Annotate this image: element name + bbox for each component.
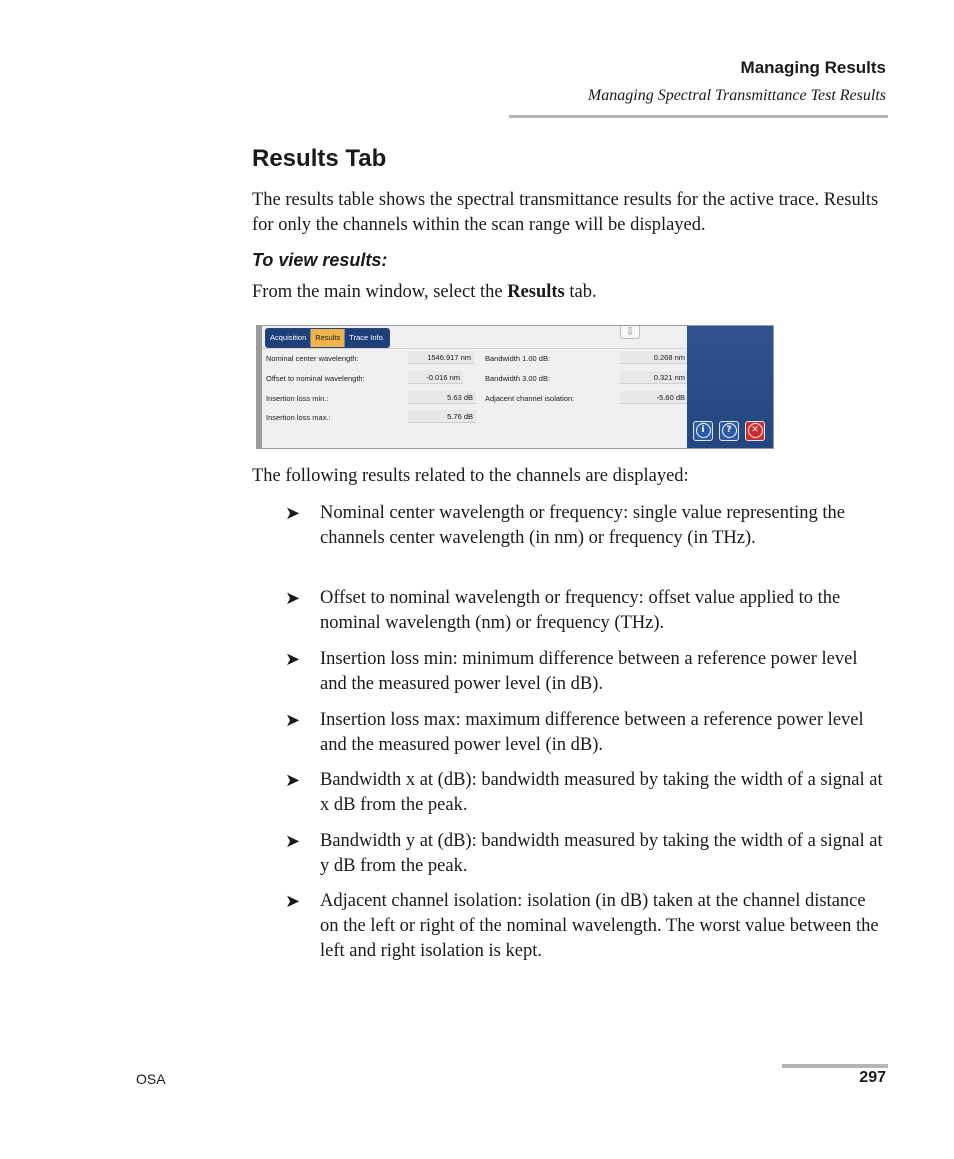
- result-value: 1546.917 nm: [408, 351, 474, 364]
- bullet-arrow-icon: ➤: [285, 831, 301, 852]
- result-label: Offset to nominal wavelength:: [266, 374, 365, 383]
- tab-trace-info[interactable]: Trace Info.: [345, 329, 389, 347]
- page-number: 297: [859, 1069, 886, 1086]
- help-icon[interactable]: ?: [719, 421, 739, 441]
- result-label: Insertion loss max.:: [266, 413, 331, 422]
- result-label: Insertion loss min.:: [266, 394, 329, 403]
- bullet-arrow-icon: ➤: [285, 588, 301, 609]
- tab-bar: [265, 328, 390, 348]
- running-header-chapter: Managing Results: [740, 58, 886, 77]
- list-item-text: Insertion loss max: maximum difference between a reference power level and the measured power level (in dB).: [320, 710, 864, 755]
- list-item-text: Insertion loss min: minimum difference between a reference power level and the measured power level (in dB).: [320, 649, 858, 694]
- list-item-text: Bandwidth y at (dB): bandwidth measured by taking the width of a signal at y dB from the peak.: [320, 831, 883, 876]
- running-header-section: Managing Spectral Transmittance Test Results: [587, 87, 886, 104]
- intro-paragraph: The results table shows the spectral transmittance results for the active trace. Results for only the channels within the scan range will be displayed.: [252, 190, 879, 235]
- tab-acquisition[interactable]: Acquisition: [266, 329, 311, 347]
- step-text-after: tab.: [564, 282, 597, 302]
- procedure-step: [252, 280, 888, 305]
- close-icon[interactable]: ✕: [745, 421, 765, 441]
- section-title: Results Tab: [252, 145, 387, 172]
- bullet-arrow-icon: ➤: [285, 710, 301, 731]
- list-item-text: Bandwidth x at (dB): bandwidth measured by taking the width of a signal at x dB from the peak.: [320, 770, 883, 815]
- result-value: 5.63 dB: [408, 391, 476, 404]
- info-icon[interactable]: i: [693, 421, 713, 441]
- bullet-arrow-icon: ➤: [285, 770, 301, 791]
- header-rule: [509, 115, 888, 118]
- result-label: Adjacent channel isolation:: [485, 394, 575, 403]
- footer-product: OSA: [136, 1071, 166, 1087]
- result-value: 5.76 dB: [408, 410, 476, 423]
- procedure-title: To view results:: [252, 250, 388, 270]
- result-label: Bandwidth 1.00 dB:: [485, 354, 551, 363]
- list-item-text: Nominal center wavelength or frequency: single value representing the channels center wavelength (in nm) or frequency (in THz).: [320, 503, 845, 548]
- result-value: -0.016 nm: [408, 371, 463, 384]
- panel-divider: [262, 348, 686, 349]
- result-value: 0.268 nm: [620, 351, 688, 364]
- result-label: Nominal center wavelength:: [266, 354, 359, 363]
- footer-rule: [782, 1064, 888, 1068]
- result-value: -5.60 dB: [620, 391, 688, 404]
- side-panel: [687, 326, 774, 449]
- result-value: 0.321 nm: [620, 371, 688, 384]
- tab-results[interactable]: Results: [311, 329, 345, 347]
- collapse-arrow-icon[interactable]: ⇩: [620, 325, 640, 339]
- bullet-arrow-icon: ➤: [285, 649, 301, 670]
- results-tab-screenshot: [256, 325, 774, 449]
- bullet-arrow-icon: ➤: [285, 891, 301, 912]
- list-item-text: Adjacent channel isolation: isolation (in dB) taken at the channel distance on the left or right of the nominal wavelength. The worst value between the left and right isolation is kept.: [320, 891, 879, 961]
- bullet-arrow-icon: ➤: [285, 503, 301, 524]
- window-edge: [257, 326, 262, 449]
- step-text-bold: Results: [507, 282, 565, 302]
- list-intro: The following results related to the channels are displayed:: [252, 466, 689, 486]
- result-label: Bandwidth 3.00 dB:: [485, 374, 551, 383]
- list-item-text: Offset to nominal wavelength or frequency: offset value applied to the nominal wavelength (nm) or frequency (THz).: [320, 588, 841, 633]
- step-text-before: From the main window, select the: [252, 282, 508, 302]
